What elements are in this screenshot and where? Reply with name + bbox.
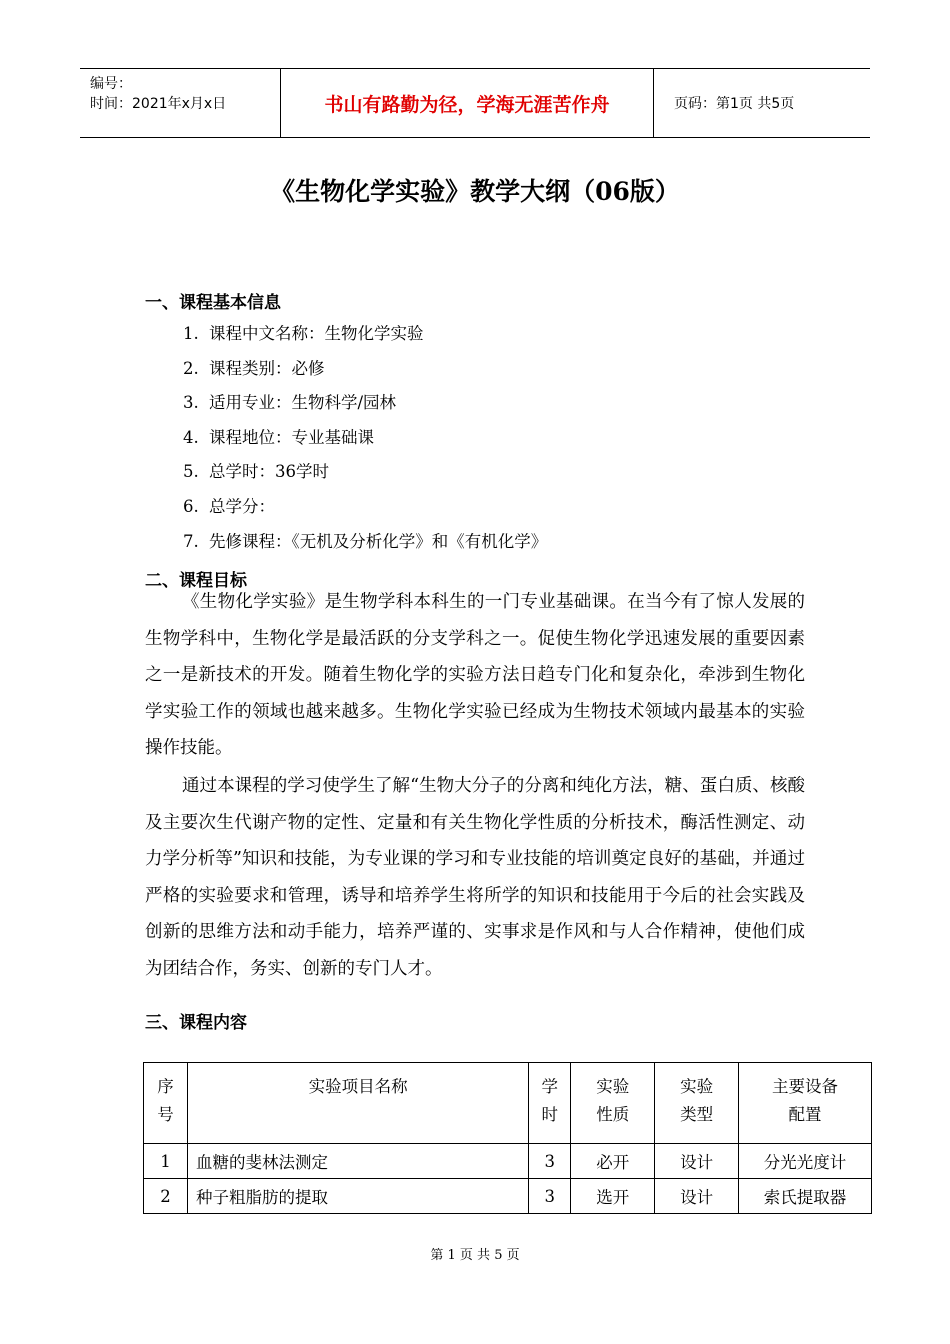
item-text: 总学分： [209,496,275,516]
header-hours: 学时 [529,1063,571,1144]
serial-label: 编号： [90,76,132,92]
cell-hours: 3 [529,1179,571,1214]
item-text: 课程类别：必修 [209,358,325,378]
cell-type: 设计 [655,1179,739,1214]
objective-paragraph-1: 《生物化学实验》是生物学科本科生的一门专业基础课。在当今有了惊人发展的生物学科中，生物化学是最活跃的分支学科之一。促使生物化学迅速发展的重要因素之一是新技术的开发。随着生物化学的实验方法日趋专门化和复杂化，牵涉到生物化学实验工作的领域也越来越多。生物化学实验已经成为生物技术领域内最基本的实验操作技能。 [145,592,805,758]
cell-seq: 1 [144,1144,188,1179]
document-header [80,68,870,138]
course-info-list [183,322,547,564]
list-item [183,426,547,461]
header-page-info [664,69,870,137]
cell-name: 种子粗脂肪的提取 [187,1179,528,1214]
list-item [183,530,547,565]
cell-name: 血糖的斐林法测定 [187,1144,528,1179]
objective-paragraph-2: 通过本课程的学习使学生了解“生物大分子的分离和纯化方法，糖、蛋白质、核酸及主要次生代谢产物的定性、定量和有关生物化学性质的分析技术，酶活性测定、动力学分析等”知识和技能，为专业课的学习和专业技能的培训奠定良好的基础，并通过严格的实验要求和管理，诱导和培养学生将所学的知识和技能用于今后的社会实践及创新的思维方法和动手能力，培养严谨的、实事求是作风和与人合作精神，使他们成为团结合作，务实、创新的专门人才。 [145,776,805,979]
item-text: 课程中文名称：生物化学实验 [209,324,424,343]
header-equipment: 主要设备配置 [739,1063,872,1144]
document-title: 《生物化学实验》教学大纲（06版） [270,177,680,206]
cell-hours: 3 [529,1144,571,1179]
section2-heading: 二、课程目标 [145,571,247,591]
item-number: 6. [183,496,199,516]
item-number: 4. [183,427,199,447]
section1-heading: 一、课程基本信息 [145,293,281,313]
table-header-row [144,1063,872,1144]
section3-heading: 三、课程内容 [145,1013,247,1033]
header-meta-cell [80,69,281,137]
header-name: 实验项目名称 [187,1063,528,1144]
table-row [144,1179,872,1214]
item-text: 课程地位：专业基础课 [209,427,374,447]
header-motto: 书山有路勤为径，学海无涯苦作舟 [281,69,654,137]
page-footer: 第 1 页 共 5 页 [430,1248,520,1263]
item-number: 7. [183,531,199,551]
list-item [183,391,547,426]
item-text: 总学时：36学时 [209,462,329,482]
item-number: 3. [183,393,199,413]
cell-seq: 2 [144,1179,188,1214]
header-seq: 序号 [144,1063,188,1144]
page-info-text: 页码：第1页 共5页 [674,96,795,112]
item-text: 适用专业：生物科学/园林 [209,393,397,413]
cell-nature: 选开 [571,1179,655,1214]
list-item [183,460,547,495]
cell-type: 设计 [655,1144,739,1179]
header-nature: 实验性质 [571,1063,655,1144]
list-item [183,495,547,530]
time-label: 时间：2021年x月x日 [90,96,227,112]
item-number: 5. [183,462,199,482]
item-number: 2. [183,358,199,378]
header-type: 实验类型 [655,1063,739,1144]
list-item [183,322,547,357]
item-number: 1. [183,324,199,343]
list-item [183,357,547,392]
cell-equipment: 分光光度计 [739,1144,872,1179]
table-row [144,1144,872,1179]
cell-nature: 必开 [571,1144,655,1179]
item-text: 先修课程：《无机及分析化学》和《有机化学》 [209,531,548,551]
cell-equipment: 索氏提取器 [739,1179,872,1214]
course-content-table [143,1062,872,1214]
